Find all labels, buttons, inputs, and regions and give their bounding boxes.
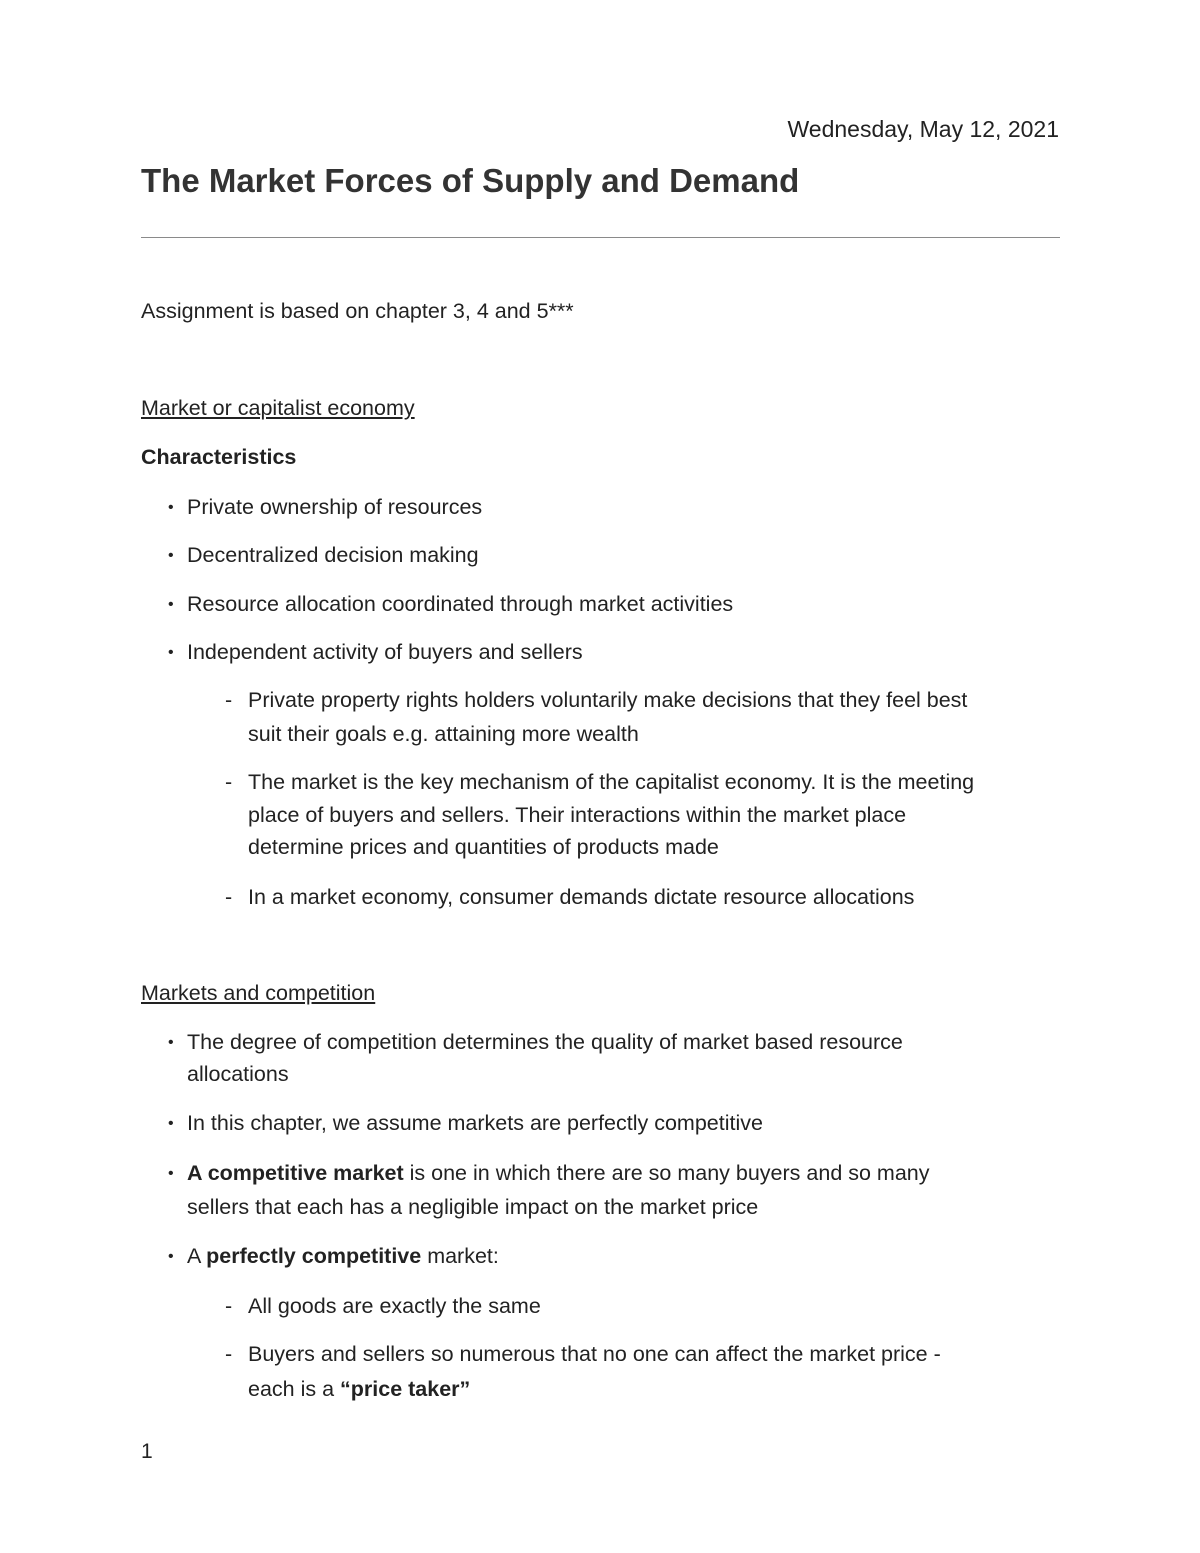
bullet-icon: • xyxy=(168,499,174,516)
list-item: Decentralized decision making xyxy=(187,543,479,567)
title-divider xyxy=(141,237,1060,238)
text-fragment: market: xyxy=(421,1244,499,1268)
list-item: Independent activity of buyers and sellers xyxy=(187,640,583,664)
term-perfectly-competitive: perfectly competitive xyxy=(206,1244,422,1268)
dash-icon: - xyxy=(225,770,233,794)
dash-icon: - xyxy=(225,688,233,712)
bullet-icon: • xyxy=(168,1248,174,1265)
bullet-icon: • xyxy=(168,644,174,661)
sub-list-item-line: place of buyers and sellers. Their interactions within the market place xyxy=(248,803,907,827)
document-date: Wednesday, May 12, 2021 xyxy=(787,116,1059,142)
sub-list-item-line: suit their goals e.g. attaining more wealth xyxy=(248,722,639,746)
term-definition: is one in which there are so many buyers and so many xyxy=(403,1161,930,1185)
list-item-line xyxy=(187,1157,930,1190)
term-price-taker: “price taker” xyxy=(340,1377,471,1401)
list-item-line: allocations xyxy=(187,1062,289,1086)
dash-icon: - xyxy=(225,885,233,909)
bullet-icon: • xyxy=(168,596,174,613)
bullet-icon: • xyxy=(168,1034,174,1051)
sub-list-item: All goods are exactly the same xyxy=(248,1294,541,1318)
page-number: 1 xyxy=(141,1440,153,1463)
subheading-characteristics: Characteristics xyxy=(141,445,297,469)
section-heading-markets-competition: Markets and competition xyxy=(141,981,376,1005)
sub-list-item-line: determine prices and quantities of products made xyxy=(248,835,719,859)
dash-icon: - xyxy=(225,1294,233,1318)
bullet-icon: • xyxy=(168,1115,174,1132)
sub-list-item-line: Buyers and sellers so numerous that no one can affect the market price - xyxy=(248,1342,941,1366)
text-fragment: each is a xyxy=(248,1377,341,1401)
list-item-line: sellers that each has a negligible impact on the market price xyxy=(187,1195,759,1219)
list-item: Resource allocation coordinated through market activities xyxy=(187,592,734,616)
bullet-icon: • xyxy=(168,1165,174,1182)
sub-list-item-line xyxy=(248,1373,470,1406)
sub-list-item-line: Private property rights holders voluntarily make decisions that they feel best xyxy=(248,688,968,712)
term-competitive-market: A competitive market xyxy=(187,1161,404,1185)
dash-icon: - xyxy=(225,1342,233,1366)
section-heading-market-economy: Market or capitalist economy xyxy=(141,396,415,420)
intro-text: Assignment is based on chapter 3, 4 and 5*** xyxy=(141,299,574,323)
list-item: In this chapter, we assume markets are perfectly competitive xyxy=(187,1111,763,1135)
bullet-icon: • xyxy=(168,547,174,564)
text-fragment: A xyxy=(187,1244,207,1268)
page-title: The Market Forces of Supply and Demand xyxy=(141,162,800,199)
list-item: Private ownership of resources xyxy=(187,495,483,519)
list-item-line: The degree of competition determines the quality of market based resource xyxy=(187,1030,903,1054)
list-item xyxy=(187,1240,499,1273)
sub-list-item-line: The market is the key mechanism of the capitalist economy. It is the meeting xyxy=(248,770,975,794)
sub-list-item-line: In a market economy, consumer demands dictate resource allocations xyxy=(248,885,915,909)
